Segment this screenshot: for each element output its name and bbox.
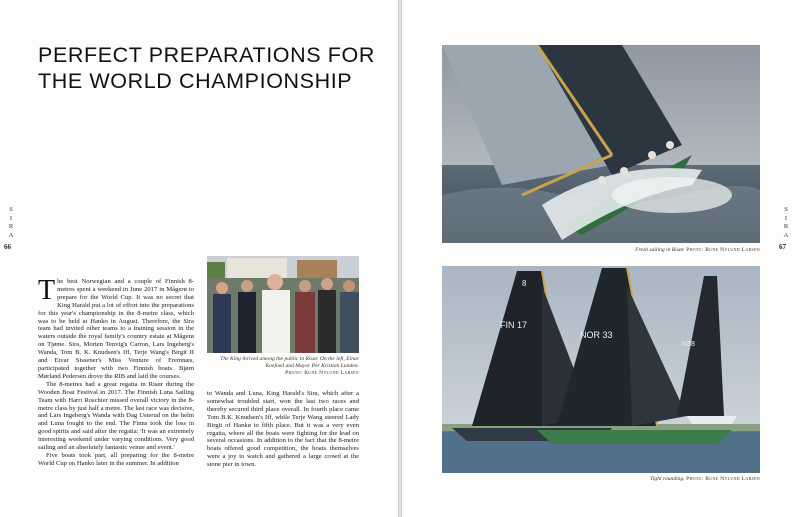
caption-tight-text: Tight rounding.	[650, 476, 685, 482]
running-head-letter: S	[784, 206, 788, 213]
running-head-letter: A	[8, 231, 14, 239]
body-column-1	[38, 275, 194, 468]
running-head-letter: R	[8, 223, 14, 230]
folio-left: 66	[4, 243, 11, 251]
photo-credit: Photo: Rune Nylund Larsen	[285, 370, 359, 376]
body-column-2	[207, 390, 359, 469]
caption-king	[207, 356, 359, 377]
drop-cap: T	[38, 275, 56, 306]
caption-king-text: The King thrived among the public in Risør. On the left, Einar Koefoed and Mayor Per Kristian Lunden.	[220, 356, 359, 369]
photo-credit: Photo: Rune Nylund Larsen	[686, 247, 760, 253]
caption-tight	[442, 476, 760, 483]
title-line-2: THE WORLD CHAMPIONSHIP	[38, 69, 353, 93]
article-title	[38, 42, 378, 94]
running-head-letter: I	[9, 214, 13, 222]
body-paragraph	[38, 275, 194, 381]
running-head-right	[779, 206, 793, 240]
photo-king-crowd	[207, 256, 359, 353]
sail-number-left: FIN 17	[500, 320, 528, 330]
photo-tight-rounding	[442, 266, 760, 473]
body-paragraph: Five boats took part, all preparing for the 8-metre World Cup on Hanko later in the summer. In addition	[38, 451, 194, 467]
running-head-letter: I	[784, 214, 788, 222]
title-line-1: PERFECT PREPARATIONS FOR	[38, 43, 375, 67]
photo-fresh-sailing	[442, 45, 760, 243]
sail-number-top: 8	[522, 279, 527, 288]
running-head-left	[4, 206, 18, 240]
sail-number-middle: NOR 33	[580, 330, 613, 340]
running-head-letter: S	[9, 206, 13, 213]
photo-credit: Photo: Rune Nylund Larsen	[686, 476, 760, 482]
fresh-sailing-image	[442, 45, 760, 243]
sail-number-right: N38	[682, 341, 695, 348]
body-paragraph: to Wanda and Luna, King Harald's Sira, which after a somewhat troubled start, won the last two races and thereby secured third place overall. In fourth place came Tom B.K. Knudsen's Iff, while Terje Wang steered Lady Birgit of Hankø to fifth place. But it was a very even regatta, where all the boats were fighting for the lead on several occasions. In addition to the fact that the 8-metre boats offered good competition, the boats themselves were a joy to watch and gathered a large crowd at the stone pier in town.	[207, 390, 359, 469]
tight-rounding-image	[442, 266, 760, 473]
caption-fresh	[442, 247, 760, 254]
left-page	[0, 0, 398, 517]
running-head-letter: R	[783, 223, 789, 230]
paragraph-text: he best Norwegian and a couple of Finnish 8-metres spent a weekend in June 2017 in Mågerø to prepare for the World Cup. It was no secret that King Harald put a lot of effort into the preparations for this year's championship in the 8-metre class, which was to be held at Hanko in August. Therefore, the Sira team had invited other teams to a training session in the waters outside the royal family's country estate at Mågerø on Tjøme. Sira, Morten Tenvig's Carron, Lars Ingeberg's Wanda, Tom B. K. Knudsen's Iff, Terje Wang's Birgit II and Eivar Sissener's Miss Venture of Fremnæs, participated together with two Finnish boats. Bjørn Mørland Pedersen drove the RIB and laid the courses.	[38, 278, 194, 380]
right-page	[402, 0, 800, 517]
body-paragraph: The 8-metres had a great regatta in Risør during the Wooden Boat Festival in 2017. The Finnish Luna Sailing Team with Harri Roschier missed overall victory in the 8-metre class by just half a metre. The last race was decisive, and Lars Ingeberg's Wanda with Dag Usterud on the helm and Luna fought to the end. The Finns took the loss in good spirits and said after the regatta: 'It was an extremely interesting weekend under varying conditions. Very good sailing and an absolutely fantastic venue and event.'	[38, 380, 194, 452]
running-head-letter: A	[783, 231, 789, 239]
king-crowd-image	[207, 256, 359, 353]
caption-fresh-text: Fresh sailing in Risør.	[635, 247, 685, 253]
folio-right: 67	[779, 243, 786, 251]
